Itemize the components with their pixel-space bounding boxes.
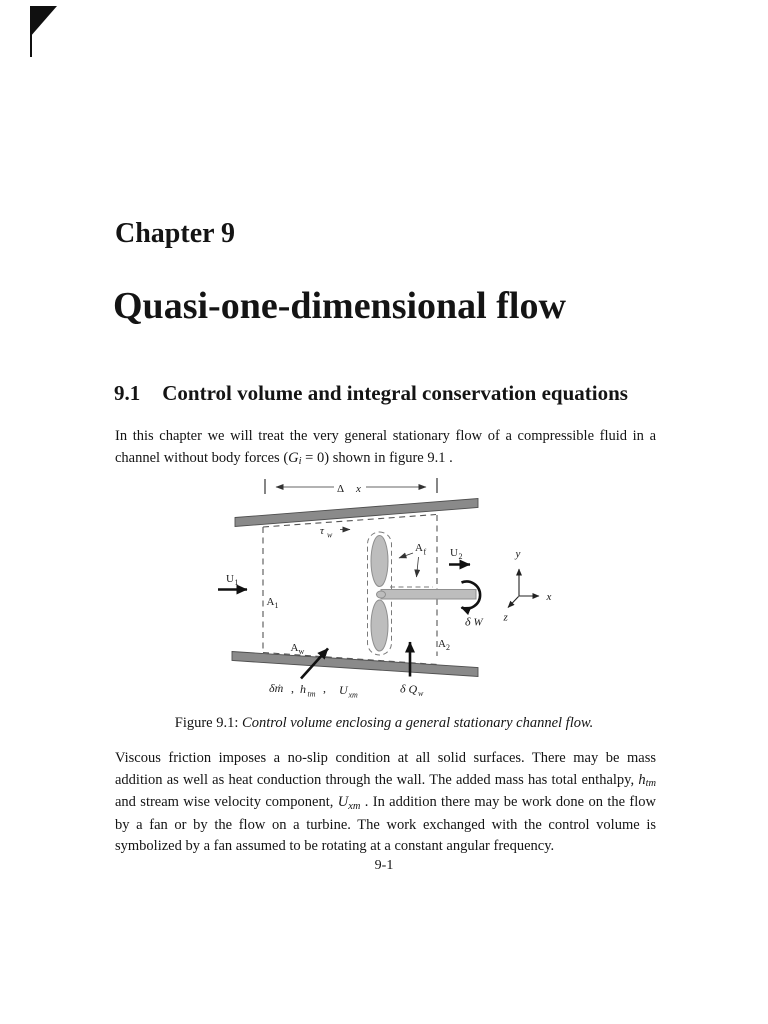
- label-delta-x-var: x: [356, 483, 361, 495]
- label-aw: A: [290, 642, 299, 654]
- axis-z-label: z: [503, 611, 508, 624]
- label-dqw: Q: [408, 682, 418, 696]
- label-u1: U: [226, 573, 234, 585]
- section-number: 9.1: [114, 381, 141, 405]
- label-aw-sub: w: [298, 647, 305, 656]
- math-var-G: G: [288, 449, 299, 466]
- label-af-sub: f: [423, 547, 427, 557]
- page-number: 9-1: [374, 858, 394, 873]
- chapter-label: Chapter 9: [115, 218, 236, 249]
- label-htm-sub: tm: [307, 689, 316, 699]
- label-tau-w: τ: [320, 525, 324, 537]
- lower-channel-wall: [232, 652, 478, 677]
- section-heading: [114, 381, 628, 406]
- math-sub-xm: xm: [348, 800, 361, 812]
- axis-y-label: y: [515, 548, 521, 560]
- label-delta-x: Δ: [337, 483, 345, 495]
- label-dw: W: [473, 616, 483, 629]
- label-comma-2: ,: [323, 681, 326, 695]
- dimension-end-ticks: [265, 478, 437, 494]
- text-run: Viscous friction imposes a no-slip condition at all solid surfaces. There may be mass addition as well as heat conduction through the wall. The added mass has total enthalpy,: [115, 750, 656, 788]
- label-a1-sub: 1: [274, 601, 279, 610]
- figure-caption: [0, 715, 768, 732]
- page-fold-mark: [30, 6, 57, 37]
- text-run: and stream wise velocity component,: [115, 794, 338, 811]
- label-u2: U: [450, 547, 458, 559]
- fan-hub: [377, 591, 386, 598]
- label-u2-sub: 2: [458, 552, 463, 561]
- label-af: A: [415, 542, 423, 554]
- section-title: Control volume and integral conservation equations: [162, 381, 628, 405]
- paragraph-2: [115, 748, 656, 858]
- label-tau-w-sub: w: [327, 530, 333, 540]
- caption-text: Control volume enclosing a general stationary channel flow.: [242, 715, 594, 731]
- label-a1: A: [266, 596, 275, 608]
- chapter-title: Quasi-one-dimensional flow: [113, 285, 566, 327]
- text-run: = 0): [301, 449, 330, 466]
- label-dqw-sub: w: [418, 689, 424, 698]
- fan-blade-top: [371, 536, 388, 587]
- af-pointer-arrow-1: [399, 553, 413, 558]
- caption-prefix: Figure 9.1:: [174, 715, 239, 731]
- math-var-uxm: U: [337, 794, 349, 811]
- figure-canvas: [200, 468, 576, 708]
- label-uxm-sub: xm: [348, 690, 358, 700]
- label-htm: h: [300, 682, 306, 696]
- label-dqw-delta: δ: [400, 681, 406, 696]
- label-dw-delta: δ: [465, 614, 471, 629]
- fan-blade-bottom: [371, 600, 388, 651]
- label-a2: A: [438, 638, 446, 650]
- math-var-htm: h: [638, 771, 646, 788]
- label-a2-sub: 2: [446, 643, 450, 652]
- label-u1-sub: 1: [234, 578, 239, 587]
- text-run: . In addition there may be work done on the flow by a fan or by the flow on a turbine. The work exchanged with the control volume is symbolized by a fan assumed to be rotating at a constant angular frequency.: [115, 794, 656, 855]
- fan-shaft: [381, 590, 476, 600]
- axis-z-arrow: [508, 597, 519, 608]
- math-sub-i: i: [298, 456, 302, 468]
- paragraph-1: [115, 426, 656, 470]
- math-sub-tm: tm: [645, 778, 657, 790]
- axis-x-label: x: [546, 591, 552, 603]
- upper-channel-wall: [235, 499, 478, 527]
- text-run: In this chapter we will treat the very general stationary flow of a compressible fluid in a channel without body forces (: [115, 428, 656, 466]
- label-dm: δṁ: [269, 681, 284, 695]
- page-fold-stem: [30, 6, 32, 57]
- label-comma-1: ,: [291, 681, 294, 695]
- label-uxm: U: [339, 683, 348, 697]
- figure-9-1: [200, 468, 576, 708]
- af-pointer-arrow-2: [417, 557, 419, 577]
- text-run: shown in figure 9.1 .: [329, 449, 453, 466]
